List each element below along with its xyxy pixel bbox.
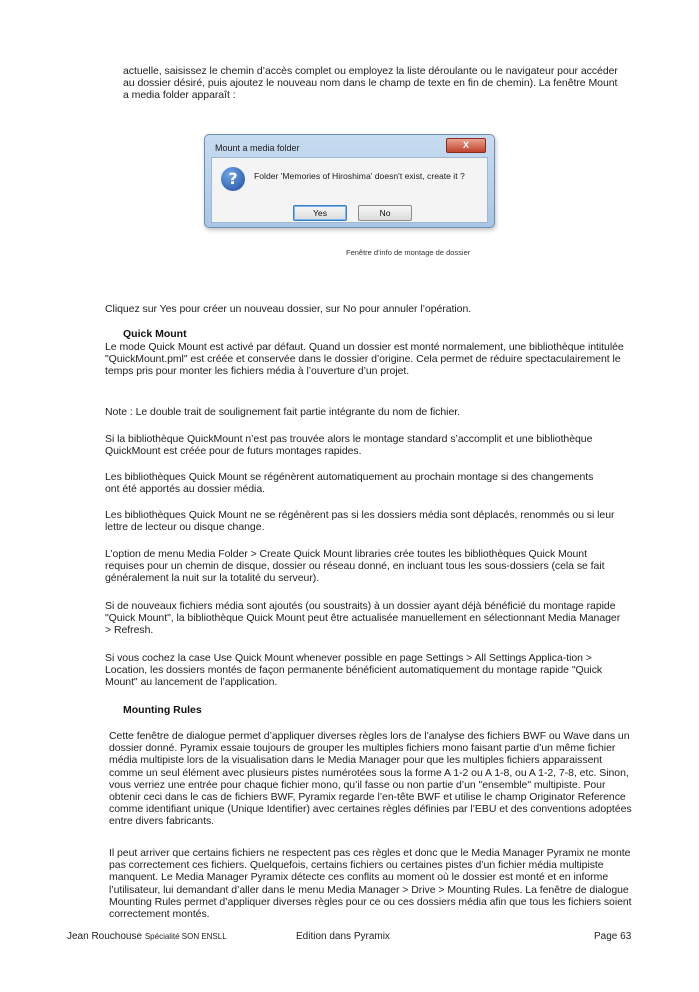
paragraph-note: Note : Le double trait de soulignement fait partie intégrante du nom de fichier.	[105, 406, 460, 418]
dialog-title: Mount a media folder	[215, 143, 300, 153]
close-icon: X	[446, 138, 486, 153]
intro-paragraph: actuelle, saisissez le chemin d’accès complet ou employez la liste déroulante ou le navigateur pour accéder au dossier désiré, puis ajoutez le nouveau nom dans le champ de texte en fin de chemin). La fenêtre Mount a media folder apparaît :	[123, 65, 618, 102]
footer-specialty: Spécialité SON ENSLL	[144, 932, 227, 941]
paragraph-quick-mount-default: Le mode Quick Mount est activé par défaut. Quand un dossier est monté normalement, une bibliothèque intitulée "QuickMount.pml" est créée et conservée dans le dossier d’origine. Cela permet de réduire spectaculairement le temps pris pour monter les fichiers média à l’ouverture d’un projet.	[105, 341, 624, 378]
paragraph-yes-no: Cliquez sur Yes pour créer un nouveau dossier, sur No pour annuler l’opération.	[105, 303, 472, 315]
footer-page-number: Page 63	[594, 931, 632, 942]
footer-title: Edition dans Pyramix	[296, 931, 390, 942]
paragraph-refresh: Si de nouveaux fichiers média sont ajoutés (ou soustraits) à un dossier ayant déjà bénéficié du montage rapide "Quick Mount", la bibliothèque Quick Mount peut être actualisée manuellement en sélectionnant Media Manager > Refresh.	[105, 600, 621, 637]
paragraph-no-regenerate: Les bibliothèques Quick Mount ne se régénèrent pas si les dossiers média sont déplacés, renommés ou si leur lettre de lecteur ou disque change.	[105, 509, 615, 534]
paragraph-regenerate: Les bibliothèques Quick Mount se régénèrent automatiquement au prochain montage si des changements ont été apportés au dossier média.	[105, 471, 594, 496]
yes-button: Yes	[293, 205, 347, 221]
footer-author	[67, 931, 227, 942]
mount-dialog-screenshot	[204, 134, 495, 228]
no-button: No	[358, 205, 412, 221]
paragraph-create-libraries: L’option de menu Media Folder > Create Quick Mount libraries crée toutes les bibliothèques Quick Mount requises pour un chemin de disque, dossier ou réseau donné, en incluant tous les sous-dossiers (cela se fait généralement la nuit sur la totalité du serveur).	[105, 548, 605, 585]
dialog-message: Folder 'Memories of Hiroshima' doesn't exist, create it ?	[254, 171, 465, 181]
footer-author-name: Jean Rouchouse	[67, 931, 143, 942]
dialog-body	[211, 157, 488, 223]
paragraph-mounting-rules-intro: Cette fenêtre de dialogue permet d’appliquer diverses règles lors de l’analyse des fichiers BWF ou Wave dans un dossier donné. Pyramix essaie toujours de grouper les multiples fichiers mono faisant partie d’un même fichier média multipiste lors de la visualisation dans le Media Manager pour que les multiples fichiers apparaissent comme un seul élément avec plusieurs pistes numérotées sous la forme A 1-2 ou A 1-8, ou A 1-2, 7-8, etc. Sinon, vous verriez une entrée pour chaque fichier mono, qu’il fasse ou non partie d’un "ensemble" multipiste. Pour obtenir ceci dans le cas de fichiers BWF, Pyramix regarde l’en-tête BWF et utilise le champ Originator Reference comme identifiant unique (Unique Identifier) avec certaines règles définies par l’EBU et des conventions adoptées entre divers fabricants.	[109, 730, 632, 828]
question-icon: ?	[221, 167, 245, 191]
heading-mounting-rules: Mounting Rules	[123, 704, 202, 716]
paragraph-settings: Si vous cochez la case Use Quick Mount whenever possible en page Settings > All Settings Applica-tion > Location, les dossiers montés de façon permanente bénéficient automatiquement du montage rapide "Quick Mount" au lancement de l’application.	[105, 652, 603, 689]
paragraph-not-found: Si la bibliothèque QuickMount n’est pas trouvée alors le montage standard s’accomplit et une bibliothèque QuickMount est créée pour de futurs montages rapides.	[105, 433, 593, 458]
figure-caption: Fenêtre d’info de montage de dossier	[346, 248, 471, 257]
heading-quick-mount: Quick Mount	[123, 328, 187, 340]
paragraph-mounting-rules-detail: Il peut arriver que certains fichiers ne respectent pas ces règles et donc que le Media Manager Pyramix ne monte pas correctement ces fichiers. Quelquefois, certains fichiers ou certaines pistes d’un fichier média multipiste manquent. Le Media Manager Pyramix détecte ces conflits au moment où le dossier est monté et en informe l’utilisateur, lui demandant d’aller dans le menu Media Manager > Drive > Mounting Rules. La fenêtre de dialogue Mounting Rules permet d’appliquer diverses règles pour ce ou ces dossiers média afin que tous les fichiers soient correctement montés.	[109, 847, 632, 921]
